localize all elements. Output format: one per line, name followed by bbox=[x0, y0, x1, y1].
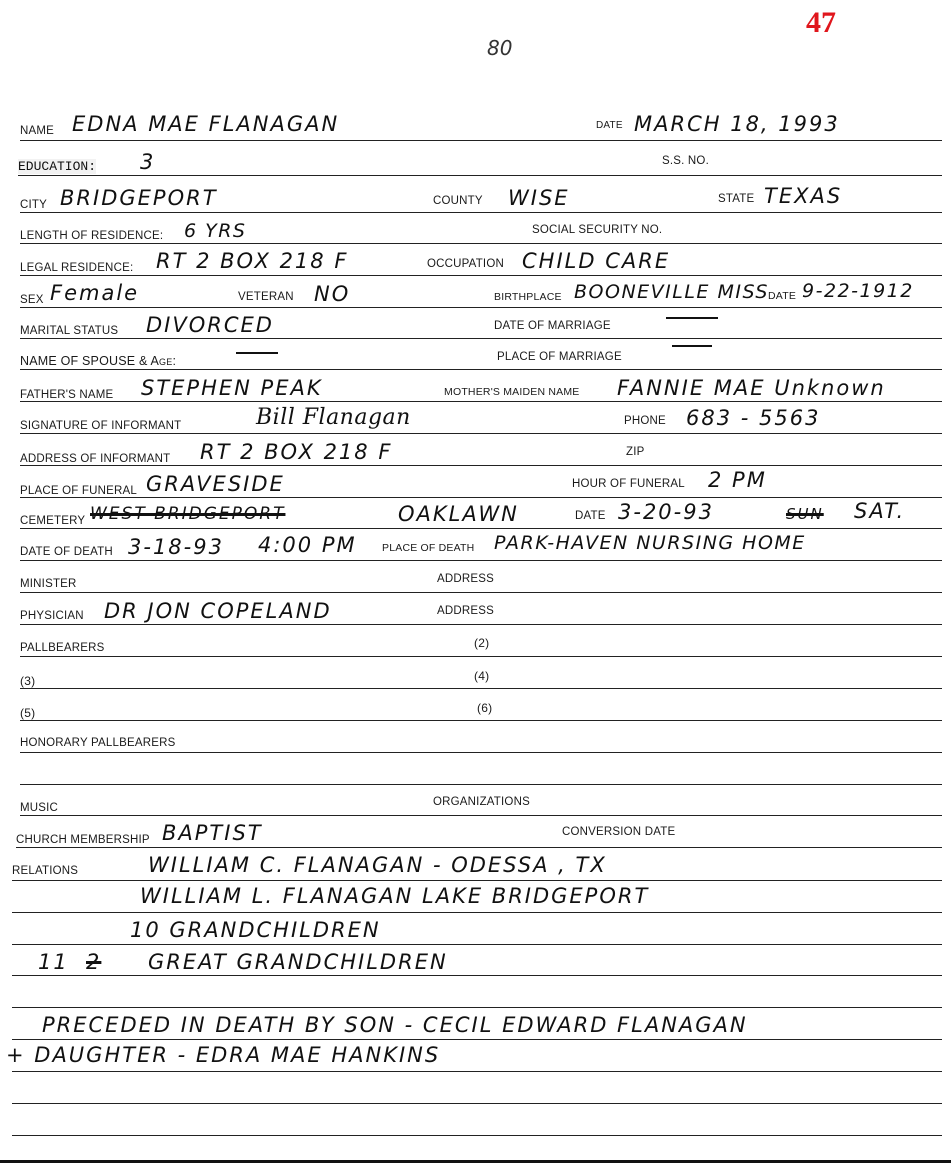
death-date-label: DATE OF DEATH bbox=[20, 546, 113, 558]
physician-line bbox=[20, 624, 942, 625]
honorary-label: HONORARY PALLBEARERS bbox=[20, 737, 176, 749]
father-line bbox=[20, 401, 942, 402]
mother-label: MOTHER'S MAIDEN NAME bbox=[444, 386, 580, 398]
marital-value: DIVORCED bbox=[146, 313, 274, 337]
sex-value: Female bbox=[50, 281, 140, 305]
address2-label: ADDRESS bbox=[437, 605, 494, 617]
education-value: 3 bbox=[140, 150, 156, 174]
organizations-label: ORGANIZATIONS bbox=[433, 796, 530, 808]
name-line bbox=[20, 140, 942, 141]
music-line bbox=[20, 815, 942, 816]
place-marriage-dash bbox=[672, 345, 712, 347]
death-line bbox=[20, 560, 942, 561]
place-funeral-value: GRAVESIDE bbox=[146, 472, 285, 496]
physician-value: DR JON COPELAND bbox=[104, 599, 332, 623]
pallbearer-2-label: (2) bbox=[474, 636, 490, 650]
marital-line bbox=[20, 338, 942, 339]
ssn-label: SOCIAL SECURITY NO. bbox=[532, 224, 663, 236]
death-date-value: 3-18-93 bbox=[128, 535, 224, 559]
education-line bbox=[18, 175, 942, 176]
county-label: COUNTY bbox=[433, 195, 483, 207]
spouse-label: NAME OF SPOUSE & Age: bbox=[20, 354, 177, 368]
relations-line-5 bbox=[12, 1007, 942, 1008]
signature-label: SIGNATURE OF INFORMANT bbox=[20, 420, 182, 432]
legal-label: LEGAL RESIDENCE: bbox=[20, 262, 134, 274]
church-value: BAPTIST bbox=[162, 821, 263, 845]
address-informant-value: RT 2 BOX 218 F bbox=[200, 440, 393, 464]
relation-3: 10 GRANDCHILDREN bbox=[130, 918, 381, 942]
top-handwritten-note: 80 bbox=[487, 36, 513, 60]
pallbearer-6-label: (6) bbox=[477, 701, 493, 715]
conversion-label: CONVERSION DATE bbox=[562, 826, 676, 838]
name-value: EDNA MAE FLANAGAN bbox=[72, 112, 340, 136]
place-death-value: PARK-HAVEN NURSING HOME bbox=[494, 532, 806, 554]
address-informant-label: ADDRESS OF INFORMANT bbox=[20, 453, 171, 465]
phone-value: 683 - 5563 bbox=[686, 406, 821, 430]
place-funeral-line bbox=[20, 497, 942, 498]
pallbearer-4-label: (4) bbox=[474, 669, 490, 683]
relations-line-4 bbox=[12, 975, 942, 976]
city-label: CITY bbox=[20, 199, 47, 211]
veteran-label: VETERAN bbox=[238, 291, 294, 303]
length-value: 6 YRS bbox=[184, 220, 247, 242]
place-death-label: PLACE OF DEATH bbox=[382, 542, 475, 554]
signature-line bbox=[20, 433, 942, 434]
relations-line-3 bbox=[12, 944, 942, 945]
cemetery-day: SAT. bbox=[854, 499, 906, 523]
address-informant-line bbox=[20, 465, 942, 466]
mother-value: FANNIE MAE Unknown bbox=[617, 376, 886, 400]
date-marriage-label: DATE OF MARRIAGE bbox=[494, 320, 611, 332]
cemetery-date-value: 3-20-93 bbox=[618, 500, 714, 524]
county-value: WISE bbox=[508, 186, 570, 210]
birthdate-label: DATE bbox=[768, 290, 797, 302]
state-value: TEXAS bbox=[764, 184, 843, 208]
sex-line bbox=[20, 307, 942, 308]
note-2: + DAUGHTER - EDRA MAE HANKINS bbox=[6, 1043, 441, 1067]
bottom-edge-line bbox=[0, 1160, 951, 1163]
legal-line bbox=[20, 275, 942, 276]
name-label: NAME bbox=[20, 125, 55, 137]
date-label: DATE bbox=[596, 120, 623, 131]
date-marriage-dash bbox=[666, 317, 718, 319]
occupation-label: OCCUPATION bbox=[427, 258, 504, 270]
honorary-line-1 bbox=[20, 752, 942, 753]
address1-label: ADDRESS bbox=[437, 573, 494, 585]
occupation-value: CHILD CARE bbox=[522, 249, 671, 273]
pallbearer-3-label: (3) bbox=[20, 674, 36, 688]
cemetery-value: OAKLAWN bbox=[398, 502, 519, 526]
date-value: MARCH 18, 1993 bbox=[634, 112, 840, 136]
cemetery-label: CEMETERY bbox=[20, 515, 86, 527]
state-label: STATE bbox=[718, 193, 755, 205]
notes-line-2 bbox=[12, 1071, 942, 1072]
phone-label: PHONE bbox=[624, 415, 666, 427]
length-label: LENGTH OF RESIDENCE: bbox=[20, 230, 164, 242]
legal-value: RT 2 BOX 218 F bbox=[156, 249, 349, 273]
music-label: MUSIC bbox=[20, 802, 59, 814]
notes-line-3 bbox=[12, 1103, 942, 1104]
spouse-dash bbox=[236, 352, 278, 354]
pallbearers-line-2 bbox=[20, 688, 942, 689]
hour-funeral-label: HOUR OF FUNERAL bbox=[572, 478, 685, 490]
cemetery-struck: WEST BRIDGEPORT bbox=[90, 504, 286, 524]
length-line bbox=[20, 243, 942, 244]
marital-label: MARITAL STATUS bbox=[20, 325, 119, 337]
honorary-line-2 bbox=[20, 784, 942, 785]
relation-2: WILLIAM L. FLANAGAN LAKE BRIDGEPORT bbox=[140, 884, 650, 908]
ss-no-label: S.S. NO. bbox=[662, 155, 709, 167]
cemetery-line bbox=[20, 528, 942, 529]
place-marriage-label: PLACE OF MARRIAGE bbox=[497, 351, 622, 363]
relations-label: RELATIONS bbox=[12, 865, 79, 877]
birthplace-label: BIRTHPLACE bbox=[494, 291, 562, 303]
church-label: CHURCH MEMBERSHIP bbox=[16, 834, 150, 846]
pallbearers-label: PALLBEARERS bbox=[20, 642, 105, 654]
father-label: FATHER'S NAME bbox=[20, 389, 114, 401]
father-value: STEPHEN PEAK bbox=[141, 376, 323, 400]
note-1: PRECEDED IN DEATH BY SON - CECIL EDWARD FLANAGAN bbox=[42, 1013, 748, 1037]
relation-1: WILLIAM C. FLANAGAN - ODESSA , TX bbox=[148, 853, 607, 877]
signature-value: Bill Flanagan bbox=[256, 405, 411, 430]
page-number: 47 bbox=[806, 6, 836, 39]
place-funeral-label: PLACE OF FUNERAL bbox=[20, 485, 137, 497]
sex-label: SEX bbox=[20, 294, 44, 306]
spouse-line bbox=[20, 369, 942, 370]
birthdate-value: 9-22-1912 bbox=[802, 280, 914, 302]
city-value: BRIDGEPORT bbox=[60, 186, 218, 210]
city-line bbox=[20, 212, 942, 213]
pallbearer-5-label: (5) bbox=[20, 706, 36, 720]
relation-4: GREAT GRANDCHILDREN bbox=[148, 950, 448, 974]
minister-line bbox=[20, 592, 942, 593]
notes-line-4 bbox=[12, 1135, 942, 1136]
relation-4-count: 11 bbox=[38, 950, 69, 974]
relations-line-1 bbox=[12, 880, 942, 881]
birthplace-value: BOONEVILLE MISS bbox=[574, 281, 769, 303]
education-label: EDUCATION: bbox=[18, 159, 97, 174]
veteran-value: NO bbox=[314, 282, 351, 306]
zip-label: ZIP bbox=[626, 446, 645, 458]
cemetery-day-struck: SUN bbox=[786, 505, 824, 523]
physician-label: PHYSICIAN bbox=[20, 610, 84, 622]
hour-funeral-value: 2 PM bbox=[708, 468, 767, 492]
death-time-value: 4:00 PM bbox=[258, 533, 357, 557]
relations-line-2 bbox=[12, 912, 942, 913]
church-line bbox=[16, 847, 942, 848]
relation-4-struck: 2 bbox=[86, 950, 102, 974]
pallbearers-line-1 bbox=[20, 656, 942, 657]
notes-line-1 bbox=[12, 1039, 942, 1040]
pallbearers-line-3 bbox=[20, 720, 942, 721]
minister-label: MINISTER bbox=[20, 578, 77, 590]
cemetery-date-label: DATE bbox=[575, 510, 606, 522]
